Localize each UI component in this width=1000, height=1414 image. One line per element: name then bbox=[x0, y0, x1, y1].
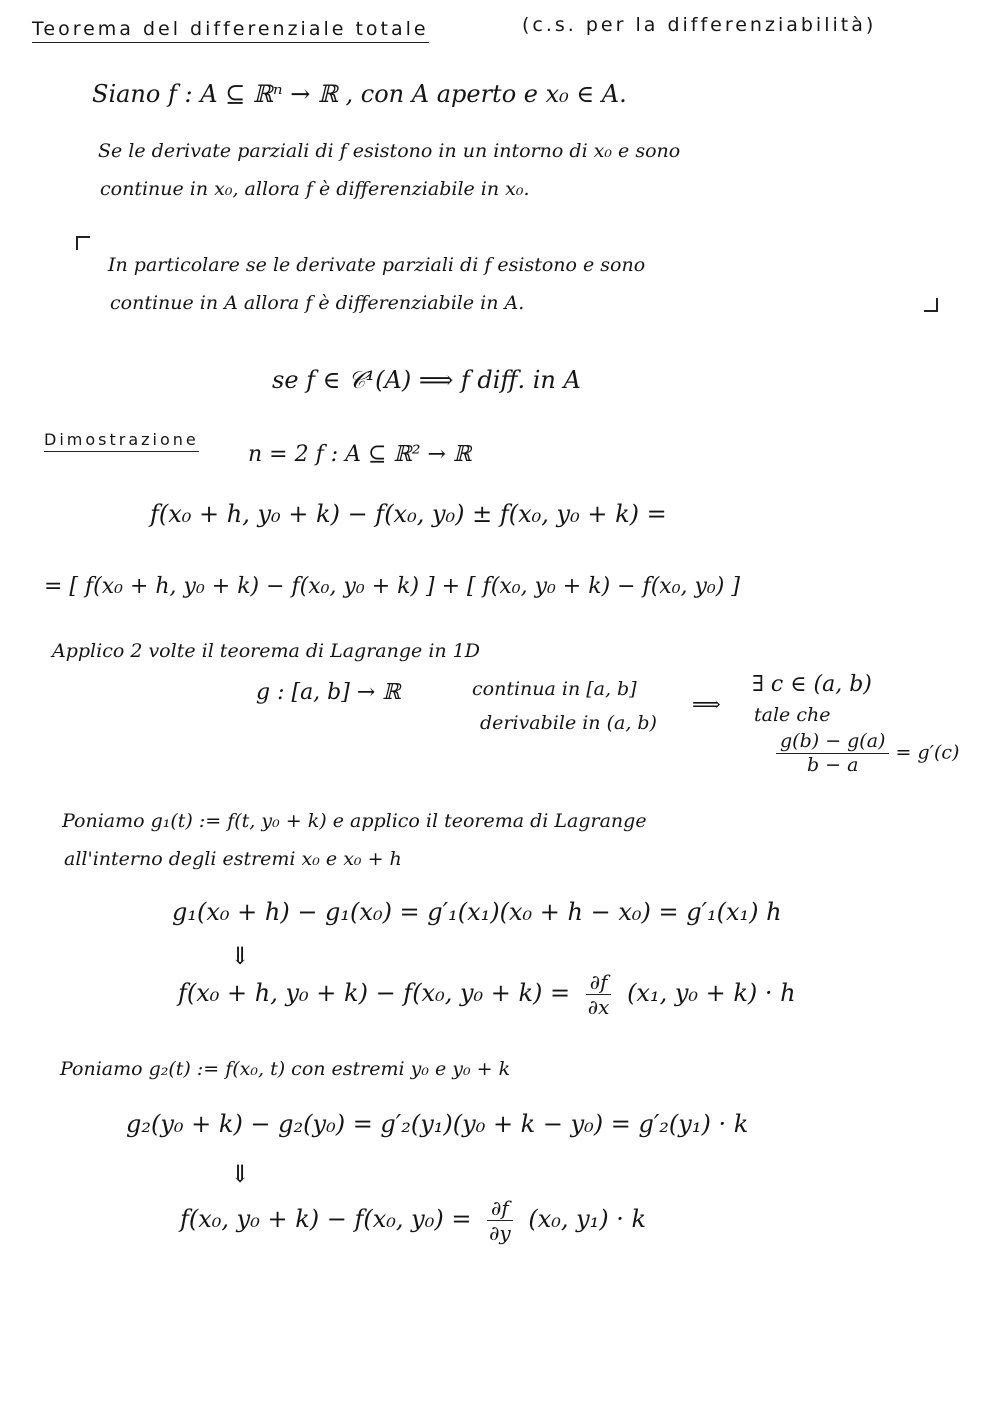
proof-setup: n = 2 f : A ⊆ ℝ² → ℝ bbox=[248, 442, 472, 467]
lagrange-conclusion-exists: ∃ c ∈ (a, b) bbox=[752, 672, 872, 697]
proof-heading: Dimostrazione bbox=[44, 430, 199, 452]
step1-equation: g₁(x₀ + h) − g₁(x₀) = g′₁(x₁)(x₀ + h − x₀) = g′₁(x₁) h bbox=[172, 898, 782, 926]
step1-result-right: (x₁, y₀ + k) · h bbox=[627, 979, 796, 1007]
lagrange-fraction-denominator: b − a bbox=[806, 753, 859, 776]
theorem-statement-line1: Se le derivate parziali di f esistono in un intorno di x₀ e sono bbox=[98, 140, 681, 162]
step1-implies-arrow: ⇓ bbox=[230, 942, 251, 970]
step1-result-left: f(x₀ + h, y₀ + k) − f(x₀, y₀ + k) = bbox=[178, 979, 571, 1007]
lagrange-intro: Applico 2 volte il teorema di Lagrange in 1D bbox=[52, 640, 480, 662]
step1-intro-line1: Poniamo g₁(t) := f(t, y₀ + k) e applico il teorema di Lagrange bbox=[62, 810, 647, 832]
bracket-open bbox=[76, 236, 90, 250]
lagrange-conclusion-such-that: tale che bbox=[754, 704, 831, 726]
lagrange-implies: ⟹ bbox=[692, 692, 721, 716]
page-title: Teorema del differenziale totale bbox=[32, 18, 429, 43]
bracket-close bbox=[924, 298, 938, 312]
theorem-hypothesis: Siano f : A ⊆ ℝⁿ → ℝ , con A aperto e x₀ ∈ A. bbox=[92, 80, 627, 108]
proof-equation-1: f(x₀ + h, y₀ + k) − f(x₀, y₀) ± f(x₀, y₀ + k) = bbox=[150, 500, 667, 528]
step2-result-left: f(x₀, y₀ + k) − f(x₀, y₀) = bbox=[180, 1205, 472, 1233]
title-note: (c.s. per la differenziabilità) bbox=[522, 14, 877, 36]
theorem-statement-line2: continue in x₀, allora f è differenziabile in x₀. bbox=[100, 178, 530, 200]
lagrange-fraction bbox=[776, 730, 889, 777]
partial-y-fraction bbox=[485, 1196, 515, 1245]
proof-equation-2: = [ f(x₀ + h, y₀ + k) − f(x₀, y₀ + k) ] + [ f(x₀, y₀ + k) − f(x₀, y₀) ] bbox=[44, 574, 740, 599]
lagrange-condition-derivability: derivabile in (a, b) bbox=[480, 712, 657, 734]
corollary: se f ∈ 𝒞¹(A) ⟹ f diff. in A bbox=[272, 366, 581, 394]
partial-x-denominator: ∂x bbox=[587, 995, 610, 1019]
particular-line2: continue in A allora f è differenziabile in A. bbox=[110, 292, 525, 314]
partial-x-fraction bbox=[584, 970, 614, 1019]
lagrange-fraction-numerator: g(b) − g(a) bbox=[776, 730, 889, 754]
lagrange-function: g : [a, b] → ℝ bbox=[256, 680, 401, 705]
partial-y-numerator: ∂f bbox=[487, 1196, 513, 1221]
partial-y-denominator: ∂y bbox=[489, 1221, 511, 1245]
lagrange-fraction-rhs: = g′(c) bbox=[895, 741, 960, 764]
lagrange-mean-value-formula bbox=[776, 730, 959, 777]
step2-result-right: (x₀, y₁) · k bbox=[528, 1205, 647, 1233]
step2-equation: g₂(y₀ + k) − g₂(y₀) = g′₂(y₁)(y₀ + k − y₀) = g′₂(y₁) · k bbox=[126, 1110, 749, 1138]
step1-result bbox=[178, 970, 796, 1019]
step2-implies-arrow: ⇓ bbox=[230, 1160, 251, 1188]
step1-intro-line2: all'interno degli estremi x₀ e x₀ + h bbox=[64, 848, 402, 870]
step2-result bbox=[180, 1196, 646, 1245]
step2-intro: Poniamo g₂(t) := f(x₀, t) con estremi y₀ e y₀ + k bbox=[60, 1058, 511, 1080]
particular-line1: In particolare se le derivate parziali di f esistono e sono bbox=[108, 254, 646, 276]
lagrange-condition-continuity: continua in [a, b] bbox=[472, 678, 637, 700]
partial-x-numerator: ∂f bbox=[586, 970, 612, 995]
